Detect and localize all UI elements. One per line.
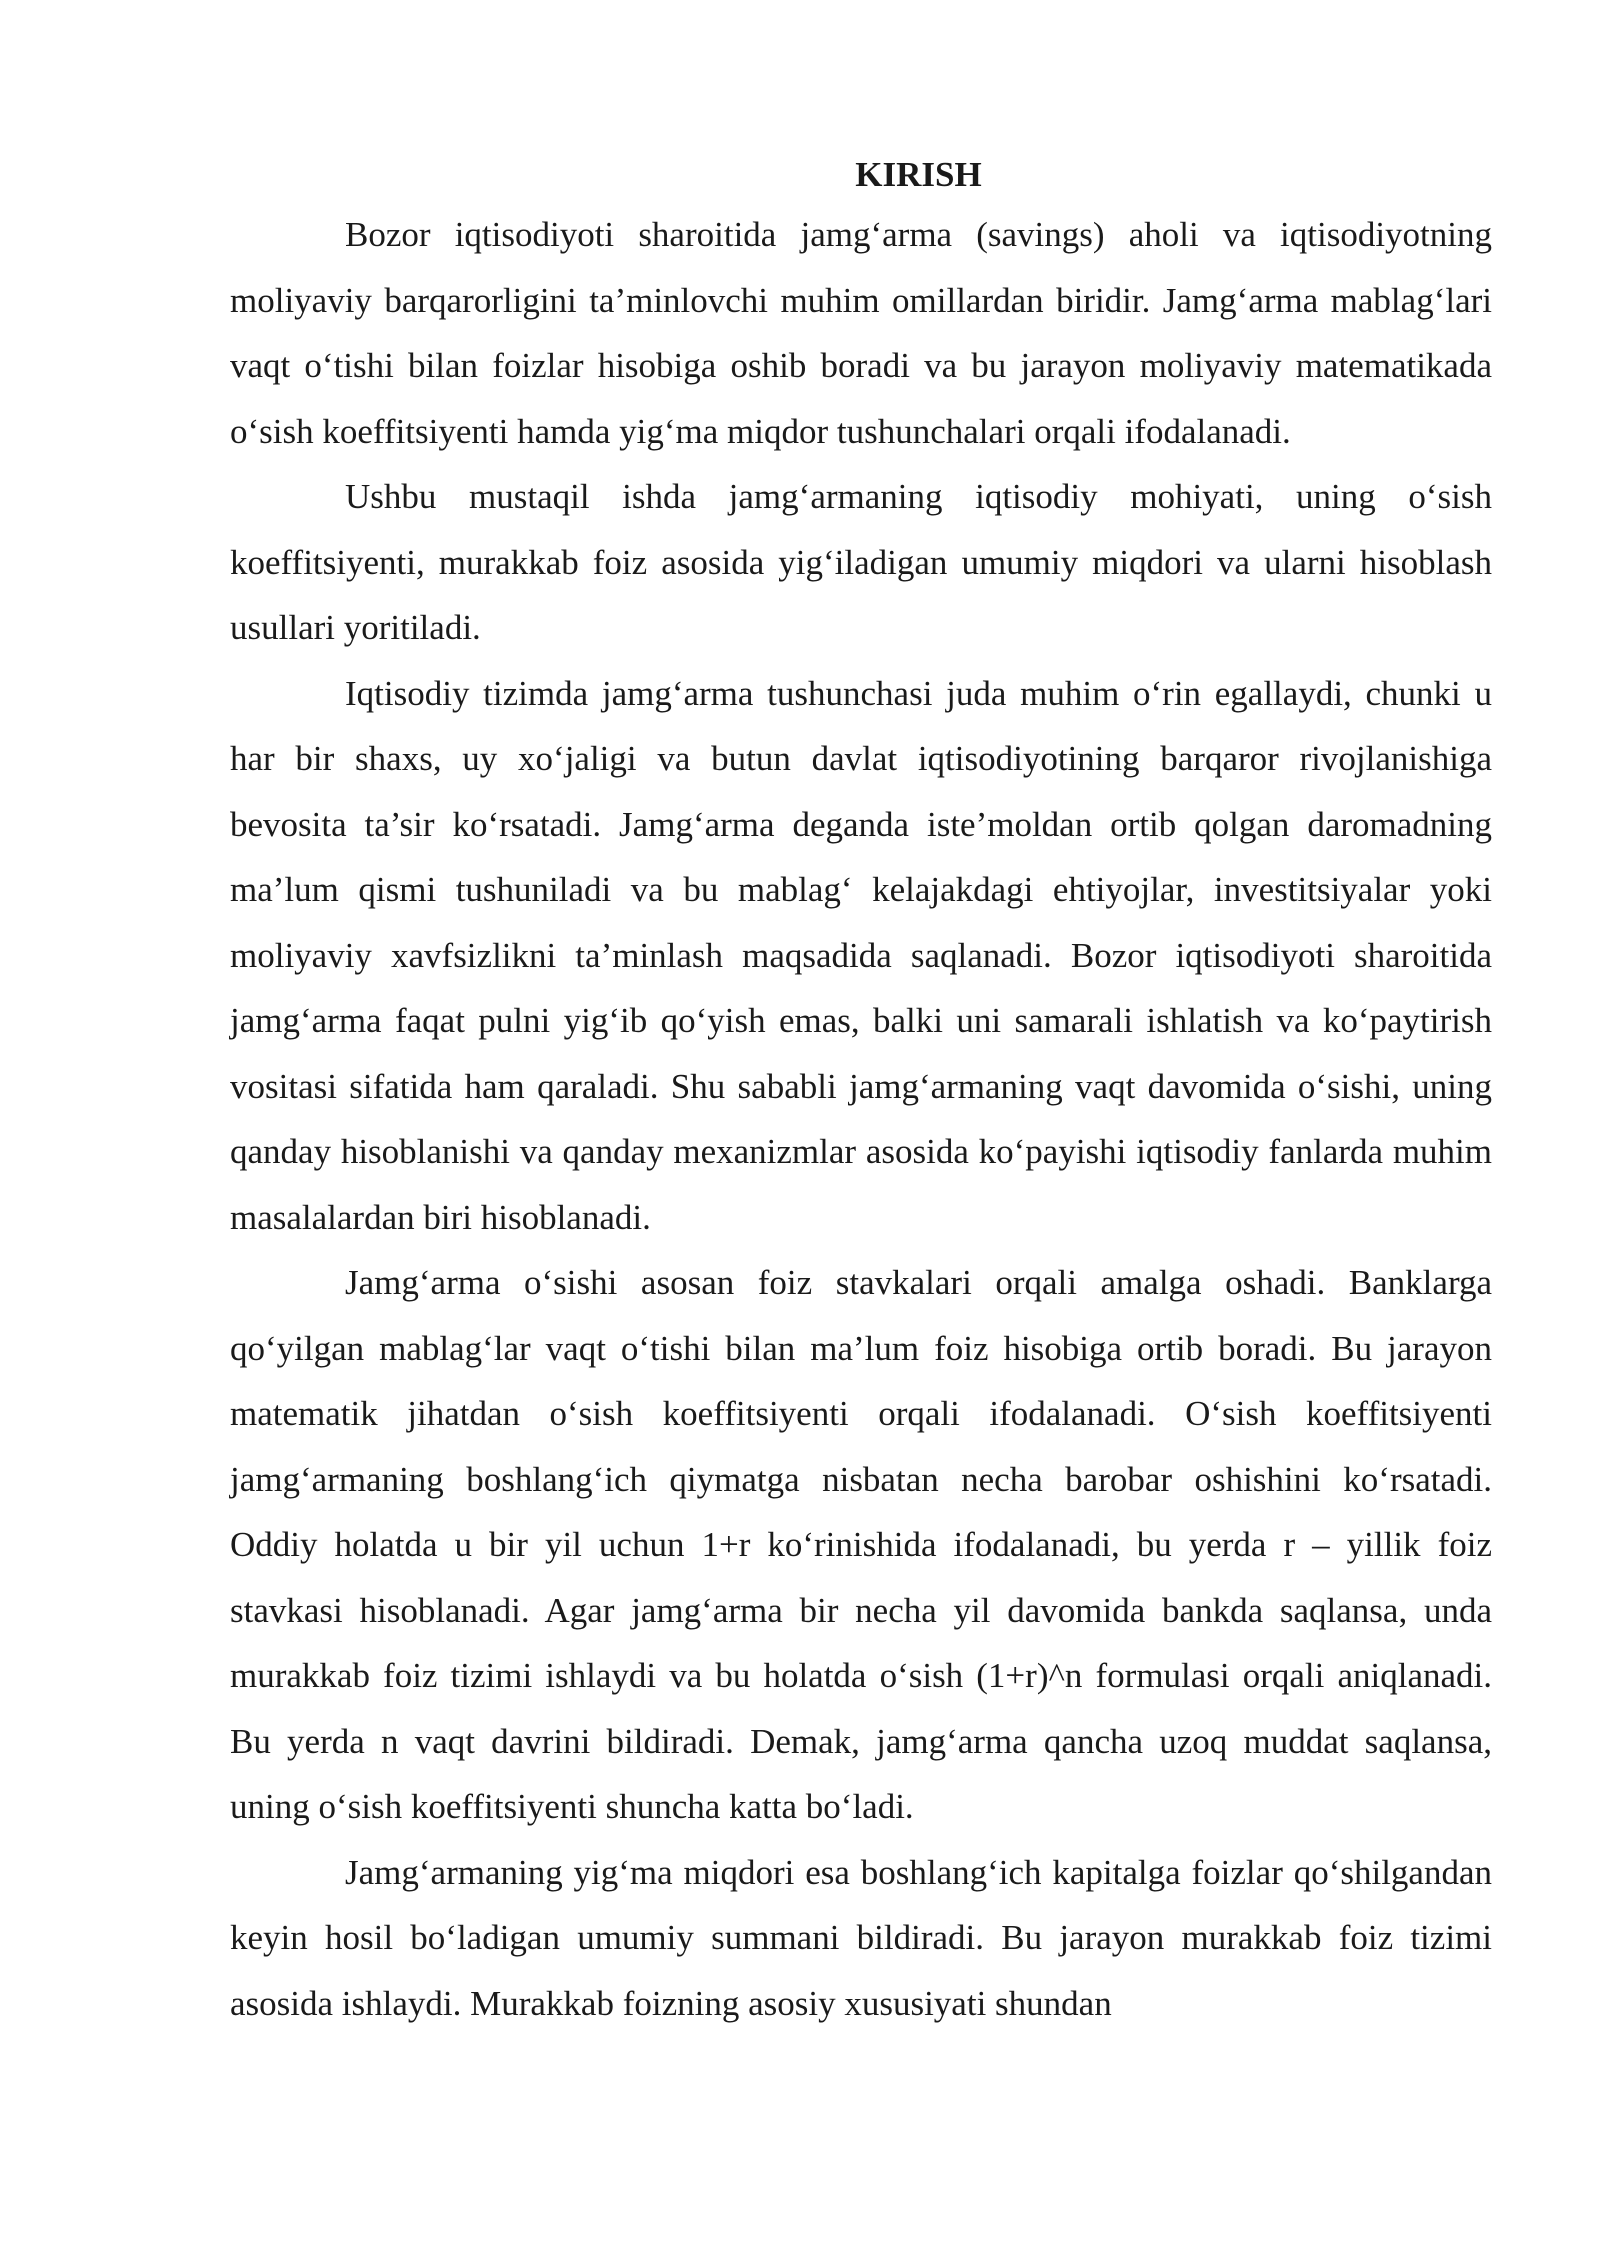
document-page <box>230 148 1492 2036</box>
paragraph-accumulated-amount: Jamg‘armaning yig‘ma miqdori esa boshlang‘ich kapitalga foizlar qo‘shilgandan keyin hosil bo‘ladigan umumiy summani bildiradi. Bu jarayon murakkab foiz tizimi asosida ishlaydi. Murakkab foizning asosiy xususiyati shundan <box>230 1852 1492 2023</box>
paragraph-growth-coefficient: Jamg‘arma o‘sishi asosan foiz stavkalari orqali amalga oshadi. Banklarga qo‘yilgan mablag‘lar vaqt o‘tishi bilan ma’lum foiz hisobiga ortib boradi. Bu jarayon matematik jihatdan o‘sish koeffitsiyenti orqali ifodalanadi. O‘sish koeffitsiyenti jamg‘armaning boshlang‘ich qiymatga nisbatan necha barobar oshishini ko‘rsatadi. Oddiy holatda u bir yil uchun 1+r ko‘rinishida ifodalanadi, bu yerda r – yillik foiz stavkasi hisoblanadi. Agar jamg‘arma bir necha yil davomida bankda saqlansa, unda murakkab foiz tizimi ishlaydi va bu holatda o‘sish (1+r)^n formulasi orqali aniqlanadi. Bu yerda n vaqt davrini bildiradi. Demak, jamg‘arma qancha uzoq muddat saqlansa, uning o‘sish koeffitsiyenti shuncha katta bo‘ladi. <box>230 1263 1492 1826</box>
paragraph-savings-concept: Iqtisodiy tizimda jamg‘arma tushunchasi juda muhim o‘rin egallaydi, chunki u har bir shaxs, uy xo‘jaligi va butun davlat iqtisodiyotining barqaror rivojlanishiga bevosita ta’sir ko‘rsatadi. Jamg‘arma deganda iste’moldan ortib qolgan daromadning ma’lum qismi tushuniladi va bu mablag‘ kelajakdagi ehtiyojlar, investitsiyalar yoki moliyaviy xavfsizlikni ta’minlash maqsadida saqlanadi. Bozor iqtisodiyoti sharoitida jamg‘arma faqat pulni yig‘ib qo‘yish emas, balki uni samarali ishlatish va ko‘paytirish vositasi sifatida ham qaraladi. Shu sababli jamg‘armaning vaqt davomida o‘sishi, uning qanday hisoblanishi va qanday mexanizmlar asosida ko‘payishi iqtisodiy fanlarda muhim masalalardan biri hisoblanadi. <box>230 673 1492 1237</box>
paragraph-purpose: Ushbu mustaqil ishda jamg‘armaning iqtisodiy mohiyati, uning o‘sish koeffitsiyenti, murakkab foiz asosida yig‘iladigan umumiy miqdori va ularni hisoblash usullari yoritiladi. <box>230 477 1492 647</box>
document-title: KIRISH <box>855 155 982 194</box>
paragraph-intro: Bozor iqtisodiyoti sharoitida jamg‘arma (savings) aholi va iqtisodiyotning moliyaviy barqarorligini ta’minlovchi muhim omillardan biridir. Jamg‘arma mablag‘lari vaqt o‘tishi bilan foizlar hisobiga oshib boradi va bu jarayon moliyaviy matematikada o‘sish koeffitsiyenti hamda yig‘ma miqdor tushunchalari orqali ifodalanadi. <box>230 215 1492 451</box>
